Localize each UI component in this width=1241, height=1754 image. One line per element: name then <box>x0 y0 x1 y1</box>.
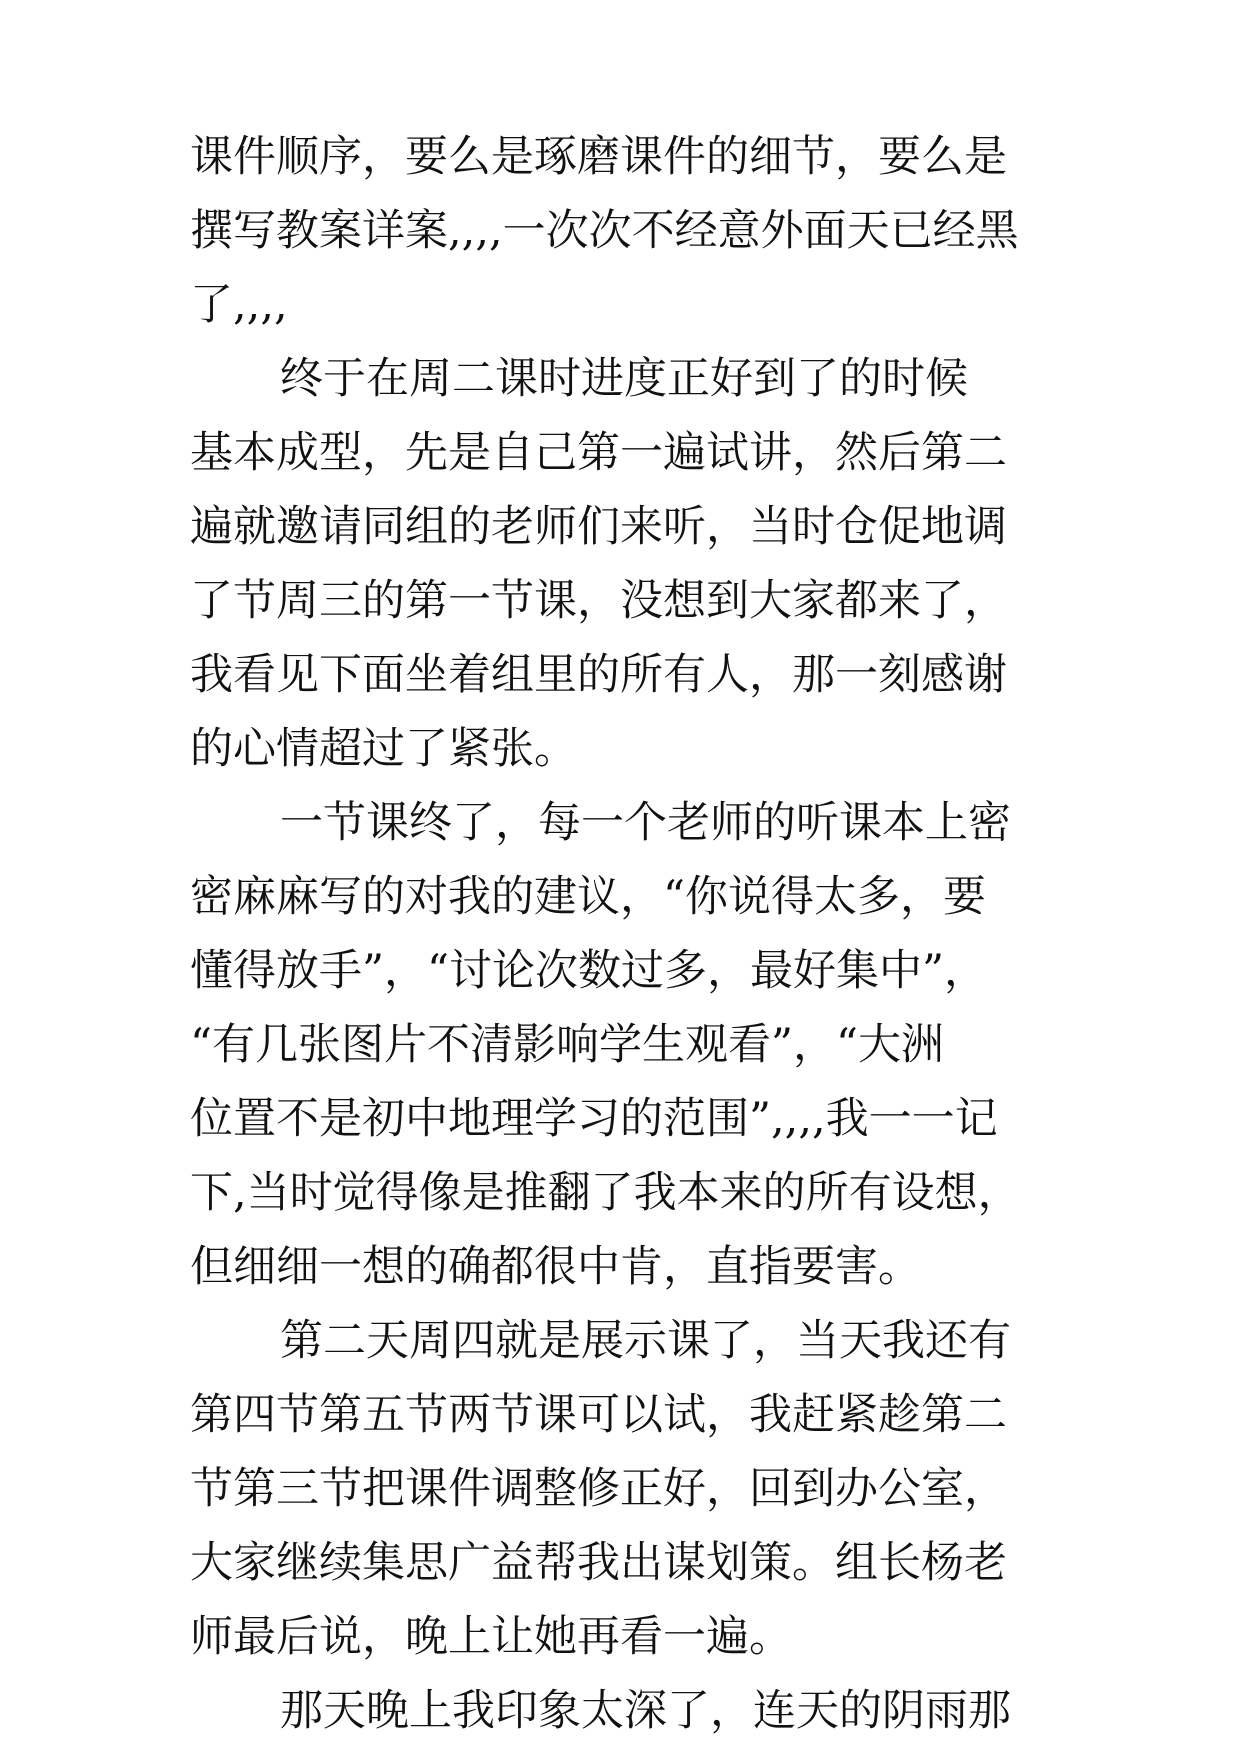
text-line: 了,,,, <box>190 280 288 330</box>
text-line: 遍就邀请同组的老师们来听，当时仓促地调 <box>190 502 1007 552</box>
paragraph-first-line: 第二天周四就是展示课了，当天我还有 <box>280 1316 1011 1366</box>
paragraph-first-line: 那天晚上我印象太深了，连天的阴雨那 <box>280 1686 1011 1736</box>
text-line: 密麻麻写的对我的建议，“你说得太多，要 <box>190 872 986 922</box>
text-line: 了节周三的第一节课，没想到大家都来了， <box>190 576 1007 626</box>
text-line: 懂得放手”，“讨论次数过多，最好集中”， <box>190 946 987 996</box>
text-line: 第四节第五节两节课可以试，我赶紧趁第二 <box>190 1390 1007 1440</box>
text-line: 基本成型，先是自己第一遍试讲，然后第二 <box>190 428 1007 478</box>
text-line: 师最后说，晚上让她再看一遍。 <box>190 1612 792 1662</box>
text-line: 下,当时觉得像是推翻了我本来的所有设想， <box>190 1168 1021 1218</box>
text-line: “有几张图片不清影响学生观看”，“大洲 <box>190 1020 944 1070</box>
text-line: 大家继续集思广益帮我出谋划策。组长杨老 <box>190 1538 1007 1588</box>
text-line: 课件顺序，要么是琢磨课件的细节，要么是 <box>190 132 1007 182</box>
paragraph-first-line: 一节课终了，每一个老师的听课本上密 <box>280 798 1011 848</box>
text-line: 但细细一想的确都很中肯，直指要害。 <box>190 1242 921 1292</box>
text-line: 撰写教案详案,,,,一次次不经意外面天已经黑 <box>190 206 1019 256</box>
text-line: 我看见下面坐着组里的所有人，那一刻感谢 <box>190 650 1007 700</box>
text-line: 节第三节把课件调整修正好，回到办公室， <box>190 1464 1007 1514</box>
text-line: 位置不是初中地理学习的范围”,,,,我一一记 <box>190 1094 998 1144</box>
paragraph-first-line: 终于在周二课时进度正好到了的时候 <box>280 354 968 404</box>
text-line: 的心情超过了紧张。 <box>190 724 577 774</box>
